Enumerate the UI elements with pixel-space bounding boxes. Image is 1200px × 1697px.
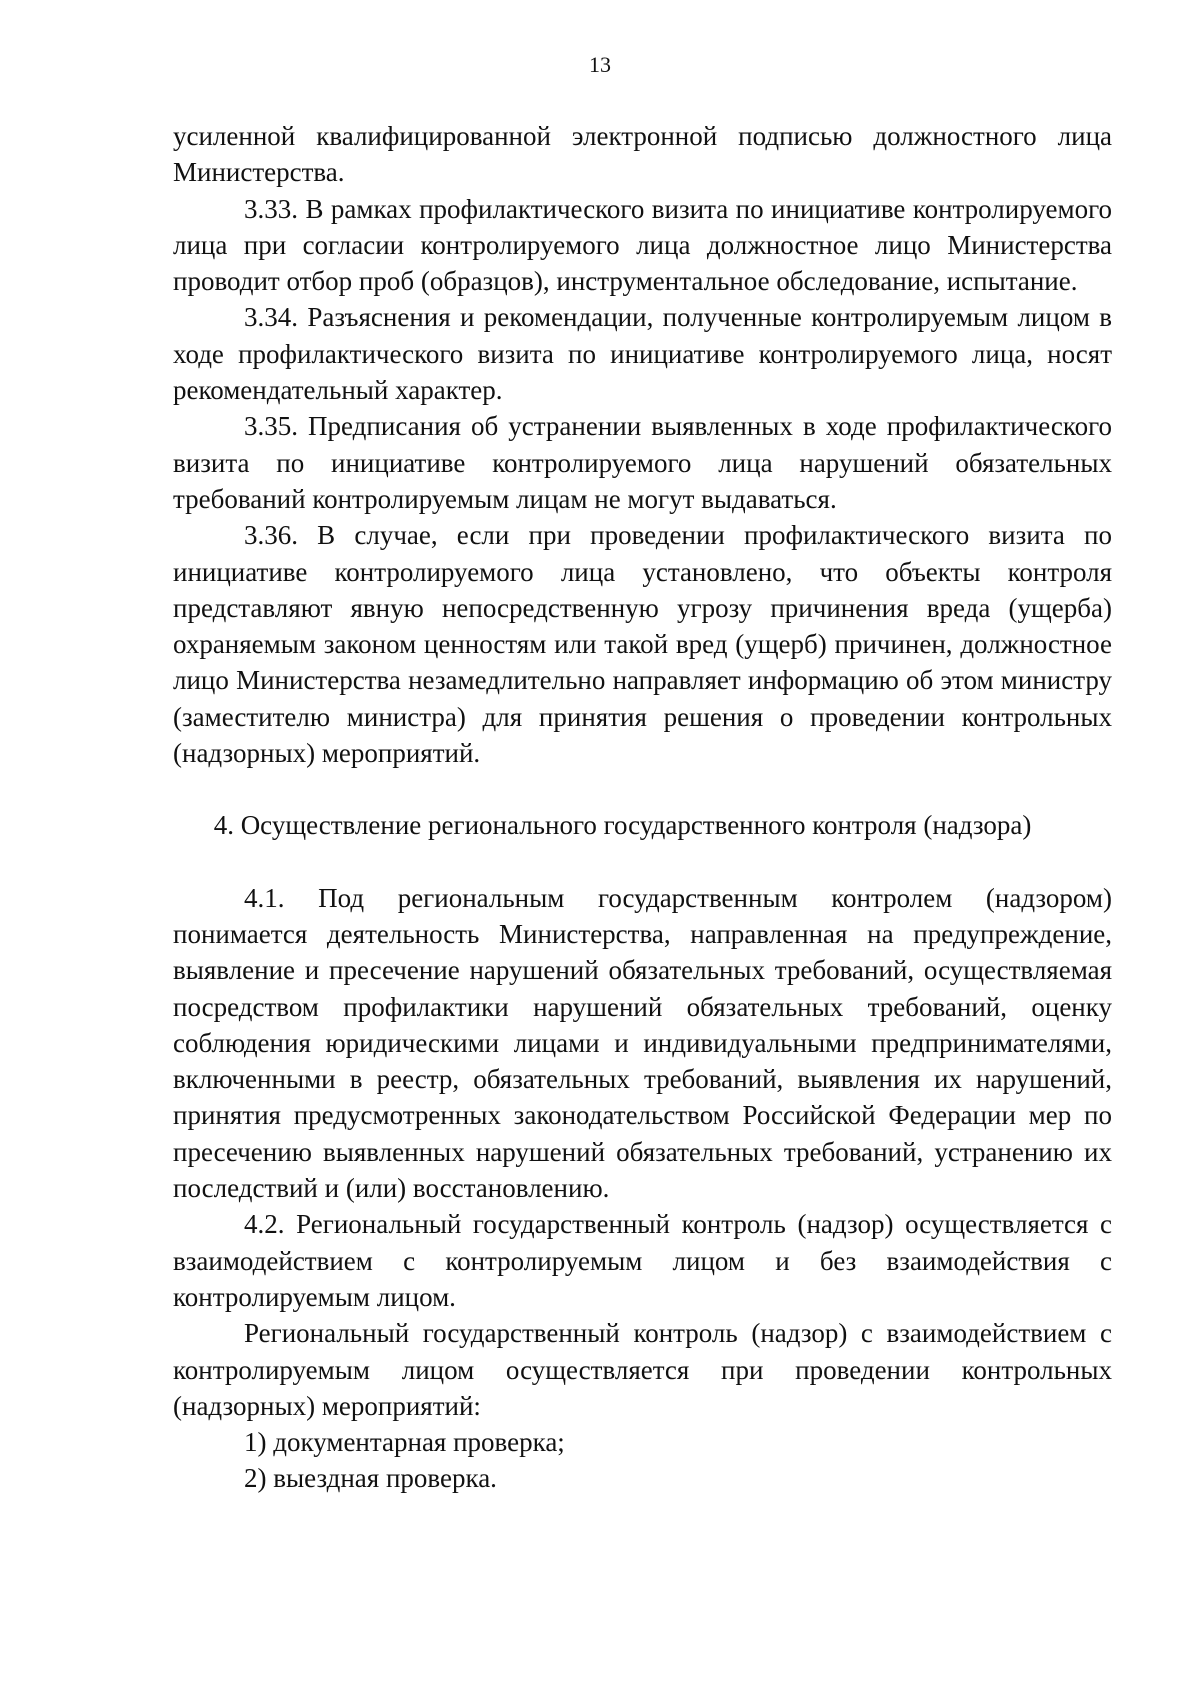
list-item: 1) документарная проверка; — [244, 1427, 565, 1458]
paragraph-3-33: 3.33. В рамках профилактического визита по инициативе контролируемого лица при согласии контролируемого лица должностное лицо Министерства проводит отбор проб (образцов), инструментальное обследование, испытание. — [173, 193, 1112, 297]
paragraph-measures-intro: Региональный государственный контроль (надзор) с взаимодействием с контролируемым лицом осуществляется при проведении контрольных (надзорных) мероприятий: — [173, 1318, 1112, 1421]
document-body — [173, 118, 1112, 1497]
spacer — [173, 844, 1112, 880]
paragraph-3-34: 3.34. Разъяснения и рекомендации, полученные контролируемым лицом в ходе профилактического визита по инициативе контролируемого лица, носят рекомендательный характер. — [173, 302, 1112, 406]
paragraph-continuation: усиленной квалифицированной электронной подписью должностного лица Министерства. — [173, 121, 1112, 188]
spacer — [173, 771, 1112, 807]
paragraph-4-1: 4.1. Под региональным государственным контролем (надзором) понимается деятельность Министерства, направленная на предупреждение, выявление и пресечение нарушений обязательных требований, осуществляемая посредством профилактики нарушений обязательных требований, оценку соблюдения юридическими лицами и индивидуальными предпринимателями, включенными в реестр, обязательных требований, выявления их нарушений, принятия предусмотренных законодательством Российской Федерации мер по пресечению выявленных нарушений обязательных требований, устранению их последствий и (или) восстановлению. — [173, 882, 1112, 1204]
list-item: 2) выездная проверка. — [244, 1463, 497, 1494]
paragraph-3-36: 3.36. В случае, если при проведении профилактического визита по инициативе контролируемого лица установлено, что объекты контроля представляют явную непосредственную угрозу причинения вреда (ущерба) охраняемым законом ценностям или такой вред (ущерб) причинен, должностное лицо Министерства незамедлительно направляет информацию об этом министру (заместителю министра) для принятия решения о проведении контрольных (надзорных) мероприятий. — [173, 520, 1112, 769]
paragraph-3-35: 3.35. Предписания об устранении выявленных в ходе профилактического визита по инициативе контролируемого лица нарушений обязательных требований контролируемым лицам не могут выдаваться. — [173, 411, 1112, 514]
paragraph-4-2: 4.2. Региональный государственный контроль (надзор) осуществляется с взаимодействием с контролируемым лицом и без взаимодействия с контролируемым лицом. — [173, 1209, 1112, 1312]
section-heading: 4. Осуществление регионального государственного контроля (надзора) — [213, 810, 1032, 841]
page-number: 13 — [589, 52, 611, 77]
